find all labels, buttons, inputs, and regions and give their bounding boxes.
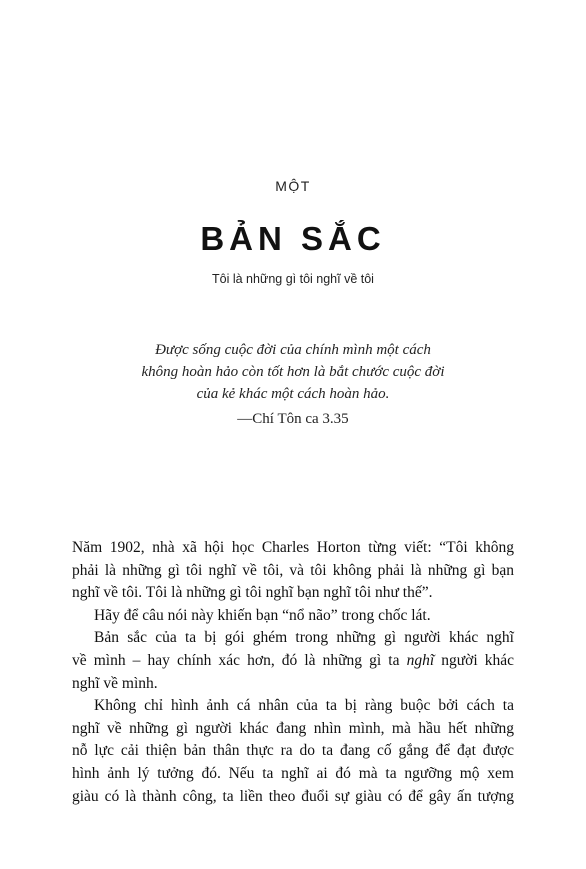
chapter-title: BẢN SẮC: [200, 220, 386, 257]
epigraph-line: của kẻ khác một cách hoàn hảo.: [196, 386, 390, 402]
paragraph-line: nghĩ về tôi. Tôi là những gì tôi nghĩ bạn nghĩ tôi như thế”.: [72, 584, 433, 602]
paragraph-line: Hãy để câu nói này khiến bạn “nổ não” trong chốc lát.: [94, 606, 431, 624]
paragraph-line: nỗ lực cải thiện bản thân thực ra do ta đang cố gắng để đạt được: [72, 742, 514, 760]
chapter-subtitle: Tôi là những gì tôi nghĩ về tôi: [212, 272, 374, 286]
paragraph-line: Không chỉ hình ảnh cá nhân của ta bị ràng buộc bởi cách ta: [94, 697, 514, 715]
paragraph-line: hình ảnh lý tưởng đó. Nếu ta nghĩ ai đó mà ta ngưỡng mộ xem: [72, 764, 514, 782]
body-text: [72, 537, 514, 808]
paragraph-line: nghĩ về những gì người khác đang nhìn mình, mà hầu hết những: [72, 719, 514, 737]
paragraph-line-with-emphasis: [72, 650, 514, 673]
text-run: về mình – hay chính xác hơn, đó là những gì ta: [72, 651, 407, 669]
epigraph-line: Được sống cuộc đời của chính mình một cách: [155, 342, 431, 358]
epigraph-source: —Chí Tôn ca 3.35: [237, 411, 349, 427]
text-run: người khác: [434, 651, 515, 669]
emphasized-word: nghĩ: [406, 651, 435, 669]
epigraph-quote: [100, 339, 486, 405]
paragraph-line: giàu có là thành công, ta liền theo đuổi sự giàu có để gây ấn tượng: [72, 787, 514, 805]
epigraph-line: không hoàn hảo còn tốt hơn là bắt chước cuộc đời: [141, 364, 445, 380]
paragraph-line: Bản sắc của ta bị gói ghém trong những gì người khác nghĩ: [94, 629, 514, 647]
paragraph-line: phải là những gì tôi nghĩ về tôi, và tôi không phải là những gì bạn: [72, 561, 514, 579]
paragraph-line: Năm 1902, nhà xã hội học Charles Horton từng viết: “Tôi không: [72, 539, 514, 556]
chapter-number: MỘT: [275, 178, 311, 194]
paragraph-line: nghĩ về mình.: [72, 674, 158, 692]
